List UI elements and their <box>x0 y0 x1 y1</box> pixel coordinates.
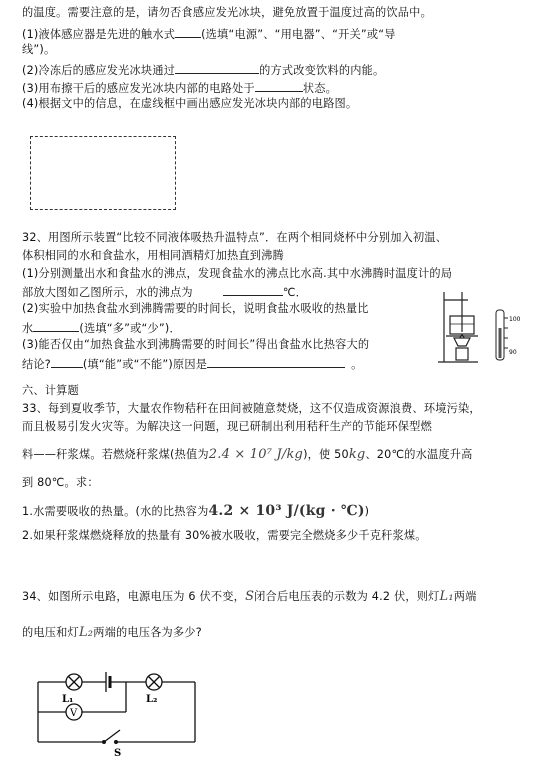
q31-part4: (4)根据文中的信息，在虚线框中画出感应发光冰块内部的电路图。 <box>22 97 358 110</box>
q33-line4: 到 80℃。求： <box>22 476 99 489</box>
q31-part2-tail: 的方式改变饮料的内能。 <box>259 64 385 77</box>
heat-value-formula: 2.4 × 10⁷ J/kg <box>208 447 304 462</box>
q34-line1-text: 34、如图所示电路，电源电压为 6 伏不变， <box>22 590 246 603</box>
thermometer-icon <box>496 310 508 360</box>
q34-line1 <box>22 590 477 604</box>
lamp-l1-label: L₁ <box>62 694 74 705</box>
q32-line1: 32、用图所示装置“比较不同液体吸热升温特点”．在两个相同烧杯中分别加入初温、 <box>22 231 448 244</box>
q33-line3 <box>22 448 473 462</box>
blank-q32-1[interactable] <box>223 284 283 296</box>
voltmeter-label: V <box>70 708 78 719</box>
kg-unit: kg <box>348 447 366 462</box>
section-title-calculation: 六、计算题 <box>22 384 79 397</box>
q31-intro-tail: 的温度。需要注意的是，请勿否食感应发光冰块，避免放置于温度过高的饮品中。 <box>22 6 432 19</box>
q32-line8 <box>22 356 363 372</box>
q33-line3-mass: )，使 50 <box>303 448 349 461</box>
q33-line3-tail: 、20℃的水温度升高 <box>365 448 473 461</box>
switch-symbol: S <box>245 589 255 604</box>
q34-line2-tail: 两端的电压各为多少? <box>93 626 202 639</box>
q33-line2: 而且极易引发火灾等。为解决这一问题，现已研制出利用秸秆生产的节能环保型燃 <box>22 420 432 433</box>
lamp-l1-icon <box>66 674 82 690</box>
q31-part1-options: (选填“电源”、“用电器”、“开关”或“导 <box>201 28 396 41</box>
thermo-label-90: 90 <box>509 349 517 356</box>
q32-line6 <box>22 320 181 336</box>
q34-line2-text: 的电压和灯 <box>22 626 79 639</box>
q34-line1-tail: 两端 <box>453 590 477 603</box>
q32-line6-text: 水 <box>22 322 34 335</box>
blank-q31-2[interactable] <box>175 62 259 74</box>
blank-q31-3[interactable] <box>255 80 303 92</box>
q32-line5: (2)实验中加热食盐水到沸腾需要的时间长，说明食盐水吸收的热量比 <box>22 302 369 315</box>
q34-line2 <box>22 626 202 640</box>
switch-contact-left <box>102 740 106 744</box>
q31-part1 <box>22 26 396 42</box>
q31-part1-text: (1)液体感应器是先进的触水式 <box>22 28 176 41</box>
blank-q31-1[interactable] <box>175 26 201 38</box>
blank-q32-2[interactable] <box>33 320 79 332</box>
lamp1-symbol: L₁ <box>439 589 454 604</box>
q32-line8-options: (填“能”或“不能”)原因是 <box>82 358 208 371</box>
q31-part3-text: (3)用布擦干后的感应发光冰块内部的电路处于 <box>22 82 255 95</box>
q32-line4-text: 部放大图如乙图所示，水的沸点为 <box>22 286 193 299</box>
switch-label: S <box>114 748 122 759</box>
q32-line4 <box>22 284 307 300</box>
q33-sub1-close: ) <box>364 505 370 518</box>
q31-part2-text: (2)冷冻后的感应发光冰块通过 <box>22 64 176 77</box>
lamp-l2-label: L₂ <box>146 694 158 705</box>
q31-part3 <box>22 80 337 96</box>
blank-q32-4[interactable] <box>207 356 345 368</box>
q31-part3-tail: 状态。 <box>302 82 337 95</box>
q34-line1-mid: 闭合后电压表的示数为 4.2 伏，则灯 <box>254 590 440 603</box>
circuit-diagram <box>30 660 210 760</box>
q33-line1: 33、每到夏收季节，大量农作物秸秆在田间被随意焚烧，这不仅造成资源浪费、环境污染， <box>22 402 481 415</box>
thermo-label-100: 100 <box>509 316 521 323</box>
q33-sub1 <box>22 504 369 519</box>
q32-line3: (1)分别测量出水和食盐水的沸点，发现食盐水的沸点比水高.其中水沸腾时温度计的局 <box>22 267 453 280</box>
q31-part2 <box>22 62 384 78</box>
lamp-l2-icon <box>146 674 162 690</box>
boiling-apparatus-figure <box>432 288 524 370</box>
q33-sub2: 2.如果秆浆煤燃烧释放的热量有 30%被水吸收，需要完全燃烧多少千克秆浆煤。 <box>22 529 427 542</box>
battery-icon <box>106 672 110 692</box>
q32-line7: (3)能否仅由“加热食盐水到沸腾需要的时间长”得出食盐水比热容大的 <box>22 338 370 351</box>
switch-contact-right <box>114 740 118 744</box>
stand-icon <box>438 292 478 362</box>
q33-line3-text: 料——秆浆煤。若燃烧秆浆煤(热值为 <box>22 448 209 461</box>
q31-part1-cont: 线”)。 <box>22 43 56 56</box>
q32-line6-options: (选填“多”或“少”)． <box>79 322 181 335</box>
q33-sub1-text: 1.水需要吸收的热量。(水的比热容为 <box>22 505 209 518</box>
specific-heat-formula: 4.2 × 10³ J/(kg · ℃) <box>208 503 365 519</box>
circuit-drawing-box[interactable] <box>30 136 176 210</box>
lamp2-symbol: L₂ <box>78 625 94 640</box>
q32-line2: 体积相同的水和食盐水，用相同酒精灯加热直到沸腾 <box>22 249 284 262</box>
q32-line8-end: 。 <box>351 358 363 371</box>
blank-q32-3[interactable] <box>51 356 83 368</box>
q32-line4-unit: ℃． <box>282 286 307 299</box>
q32-line8-text: 结论? <box>22 358 51 371</box>
